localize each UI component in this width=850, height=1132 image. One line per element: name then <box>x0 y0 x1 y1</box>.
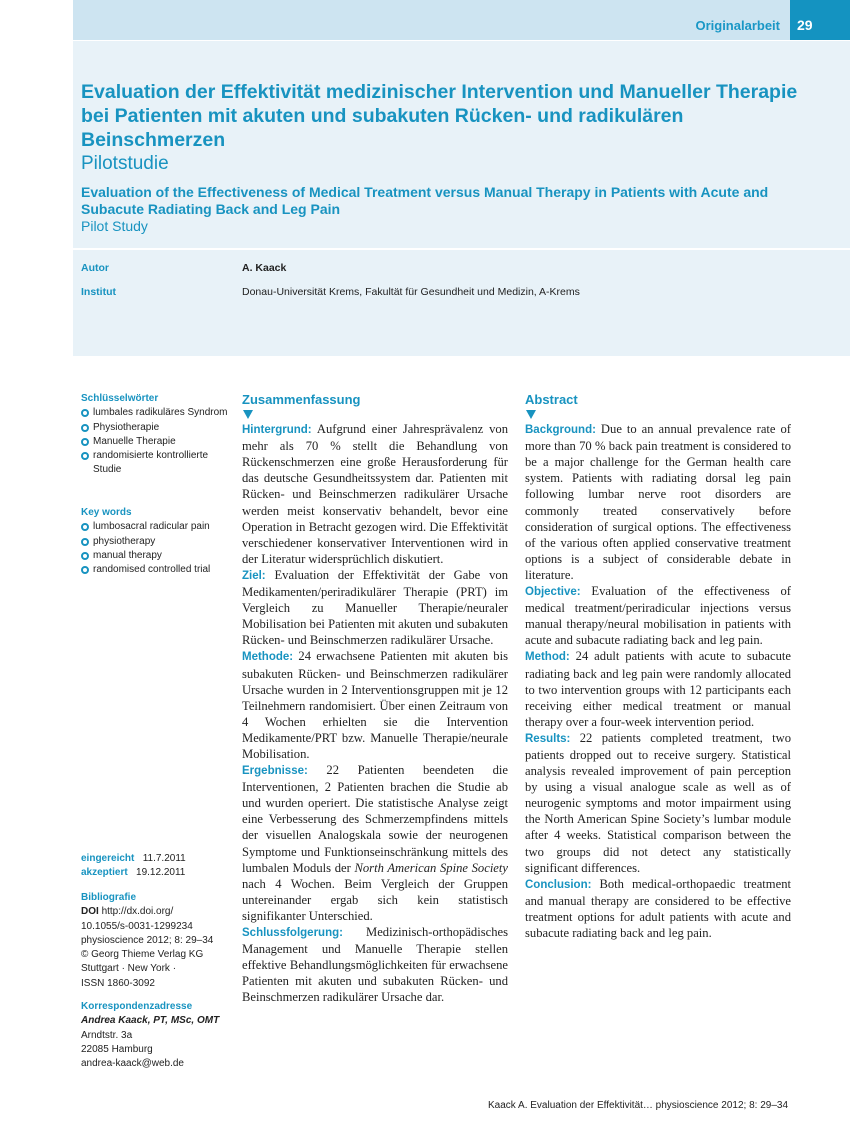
keyword-item: lumbales radikuläres Syndrom <box>81 406 231 420</box>
dates-block <box>81 852 231 881</box>
circle-bullet-icon <box>81 552 89 560</box>
circle-bullet-icon <box>81 566 89 574</box>
doi-line: DOI http://dx.doi.org/ <box>81 906 174 918</box>
abstract-paragraph: Method: 24 adult patients with acute to subacute radiating back and leg pain were randomly allocated to two intervention groups with 12 participants each receiving either medical treatment or manual therapy over a four-week intervention period. <box>525 649 791 729</box>
keyword-item: randomised controlled trial <box>81 563 231 577</box>
keywords-german-title: Schlüsselwörter <box>81 393 159 404</box>
correspondence-block <box>81 1000 231 1071</box>
circle-bullet-icon <box>81 452 89 460</box>
received-date: eingereicht 11.7.2011 <box>81 853 186 864</box>
accepted-date: akzeptiert 19.12.2011 <box>81 867 186 879</box>
author-label: Autor <box>81 262 109 274</box>
abstract-paragraph: Results: 22 patients completed treatment, two patients dropped out to receive surgery. Statistical analysis revealed improvement of pain perception by using a visual analogue scale as well as of neurogenic symptoms and motor impairment using the North American Spine Society’s lumbar module after 4 weeks. Statistical comparison between the two groups did not detect any statistically significant differences. <box>525 730 792 875</box>
subtitle-german: Pilotstudie <box>81 153 169 174</box>
correspondence-email: andrea-kaack@web.de <box>81 1058 184 1070</box>
abstract-paragraph: Conclusion: Both medical-orthopaedic treatment and manual therapy are considered to be effective treatment options for adult patients with acute and subacute radiating back and leg pain. <box>525 876 791 940</box>
keyword-item: lumbosacral radicular pain <box>81 520 231 534</box>
zusammenfassung-column <box>242 392 508 1005</box>
doi-line: 10.1055/s-0031-1299234 <box>81 920 193 932</box>
circle-bullet-icon <box>81 523 89 531</box>
bibliography-block <box>81 891 231 991</box>
institute-label: Institut <box>81 286 116 298</box>
page-number: 29 <box>790 0 850 40</box>
abstract-column <box>525 392 791 941</box>
zusammenfassung-paragraph: Ziel: Evaluation der Effektivität der Gabe von Medikamenten/periradikulärer Therapie (PRT) im Vergleich zu Manueller Therapie/neuraler Mobilisation bei Patienten mit akuten und subakuten Rücken- und Beinschmerzen radikulärer Ursache. <box>242 567 508 648</box>
keywords-english <box>81 506 231 577</box>
keyword-item: randomisierte kontrollierte Studie <box>81 449 231 478</box>
abstract-paragraph: Objective: Evaluation of the effectiveness of medical treatment/periradicular injections versus manual therapy/neural mobilisation in patients with acute and subacute radiating back and leg pain. <box>525 584 791 648</box>
correspondence-line: Arndtstr. 3a <box>81 1029 133 1041</box>
keywords-english-title: Key words <box>81 507 132 518</box>
meta-band <box>73 250 850 356</box>
zusammenfassung-heading: Zusammenfassung <box>242 392 361 407</box>
zusammenfassung-paragraph: Hintergrund: Aufgrund einer Jahresprävalenz von mehr als 70 % stellt die Behandlung von Rückenschmerzen eine große Herausforderung für das deutsche Gesundheitssystem dar. Patienten mit Rücken- und Beinschmerzen radikulärer Ursache werden meist konservativ behandelt, bevor eine Operation in Betracht gezogen wird. Die Effektivität verschiedener konservativer Interventionen wird in der Literatur widersprüchlich diskutiert. <box>242 422 508 566</box>
author-name: A. Kaack <box>242 262 287 274</box>
abstract-paragraph: Background: Due to an annual prevalence rate of more than 70 % back pain treatment is considered to be a major challenge for the German health care system. Patients with radiating dorsal leg pain following lumbar nerve root disorders are commonly treated conservatively before consideration of surgical options. The effectiveness of the various often applied conservative treatment options is a subject of considerable debate in literature. <box>525 422 791 582</box>
subtitle-english: Pilot Study <box>81 218 148 234</box>
keyword-item: physiotherapy <box>81 535 231 549</box>
section-label: Originalarbeit <box>695 18 780 33</box>
circle-bullet-icon <box>81 438 89 446</box>
institute-name: Donau-Universität Krems, Fakultät für Gesundheit und Medizin, A-Krems <box>242 286 580 298</box>
biblio-line: physioscience 2012; 8: 29–34 <box>81 934 214 946</box>
title-english: Evaluation of the Effectiveness of Medical Treatment versus Manual Therapy in Patients with Acute and Subacute Radiating Back and Leg Pain <box>81 184 769 217</box>
correspondence-title: Korrespondenzadresse <box>81 1001 193 1012</box>
abstract-heading: Abstract <box>525 392 578 407</box>
circle-bullet-icon <box>81 538 89 546</box>
keyword-item: Manuelle Therapie <box>81 435 231 449</box>
keywords-german <box>81 392 231 478</box>
triangle-down-icon <box>243 410 253 419</box>
biblio-line: Stuttgart · New York · <box>81 963 177 975</box>
keyword-item: manual therapy <box>81 549 231 563</box>
biblio-line: © Georg Thieme Verlag KG <box>81 949 204 961</box>
keyword-item: Physiotherapie <box>81 421 231 435</box>
circle-bullet-icon <box>81 424 89 432</box>
biblio-line: ISSN 1860-3092 <box>81 977 155 989</box>
page-footer: Kaack A. Evaluation der Effektivität… physioscience 2012; 8: 29–34 <box>488 1100 788 1111</box>
triangle-down-icon <box>526 410 536 419</box>
zusammenfassung-paragraph: Ergebnisse: 22 Patienten beendeten die Interventionen, 2 Patienten brachen die Studie ab und wurden operiert. Die statistische Analyse zeigt eine Verbesserung des Schmerzempfindens mittels der visuellen Analogskala sowie der neurogenen Symptome und Funktionseinschränkung mittels des lumbalen Moduls der North American Spine Society nach 4 Wochen. Beim Vergleich der Gruppen untereinander ergab sich kein statistisch signifikanter Unterschied. <box>242 763 508 923</box>
correspondence-name: Andrea Kaack, PT, MSc, OMT <box>81 1015 220 1027</box>
bibliography-title: Bibliografie <box>81 892 137 903</box>
circle-bullet-icon <box>81 409 89 417</box>
zusammenfassung-paragraph: Methode: 24 erwachsene Patienten mit akuten bis subakuten Rücken- und Beinschmerzen radikulärer Ursache wurden in 2 Interventionsgruppen mit je 12 Teilnehmern randomisiert. Über einen Zeitraum von 4 Wochen erhielten sie die Intervention Medikamente/PRT bzw. Manuelle Therapie/neurale Mobilisation. <box>242 649 508 761</box>
zusammenfassung-paragraph: Schlussfolgerung: Medizinisch-orthopädisches Management und Manuelle Therapie stellen effektive Behandlungsmöglichkeiten für erwachsene Patienten mit akuten und subakuten Rücken- und Beinschmerzen radikulärer Ursache dar. <box>242 925 508 1005</box>
title-german: Evaluation der Effektivität medizinischer Intervention und Manueller Therapie bei Patienten mit akuten und subakuten Rücken- und radikulären Beinschmerzen <box>81 81 798 151</box>
correspondence-line: 22085 Hamburg <box>81 1043 153 1055</box>
